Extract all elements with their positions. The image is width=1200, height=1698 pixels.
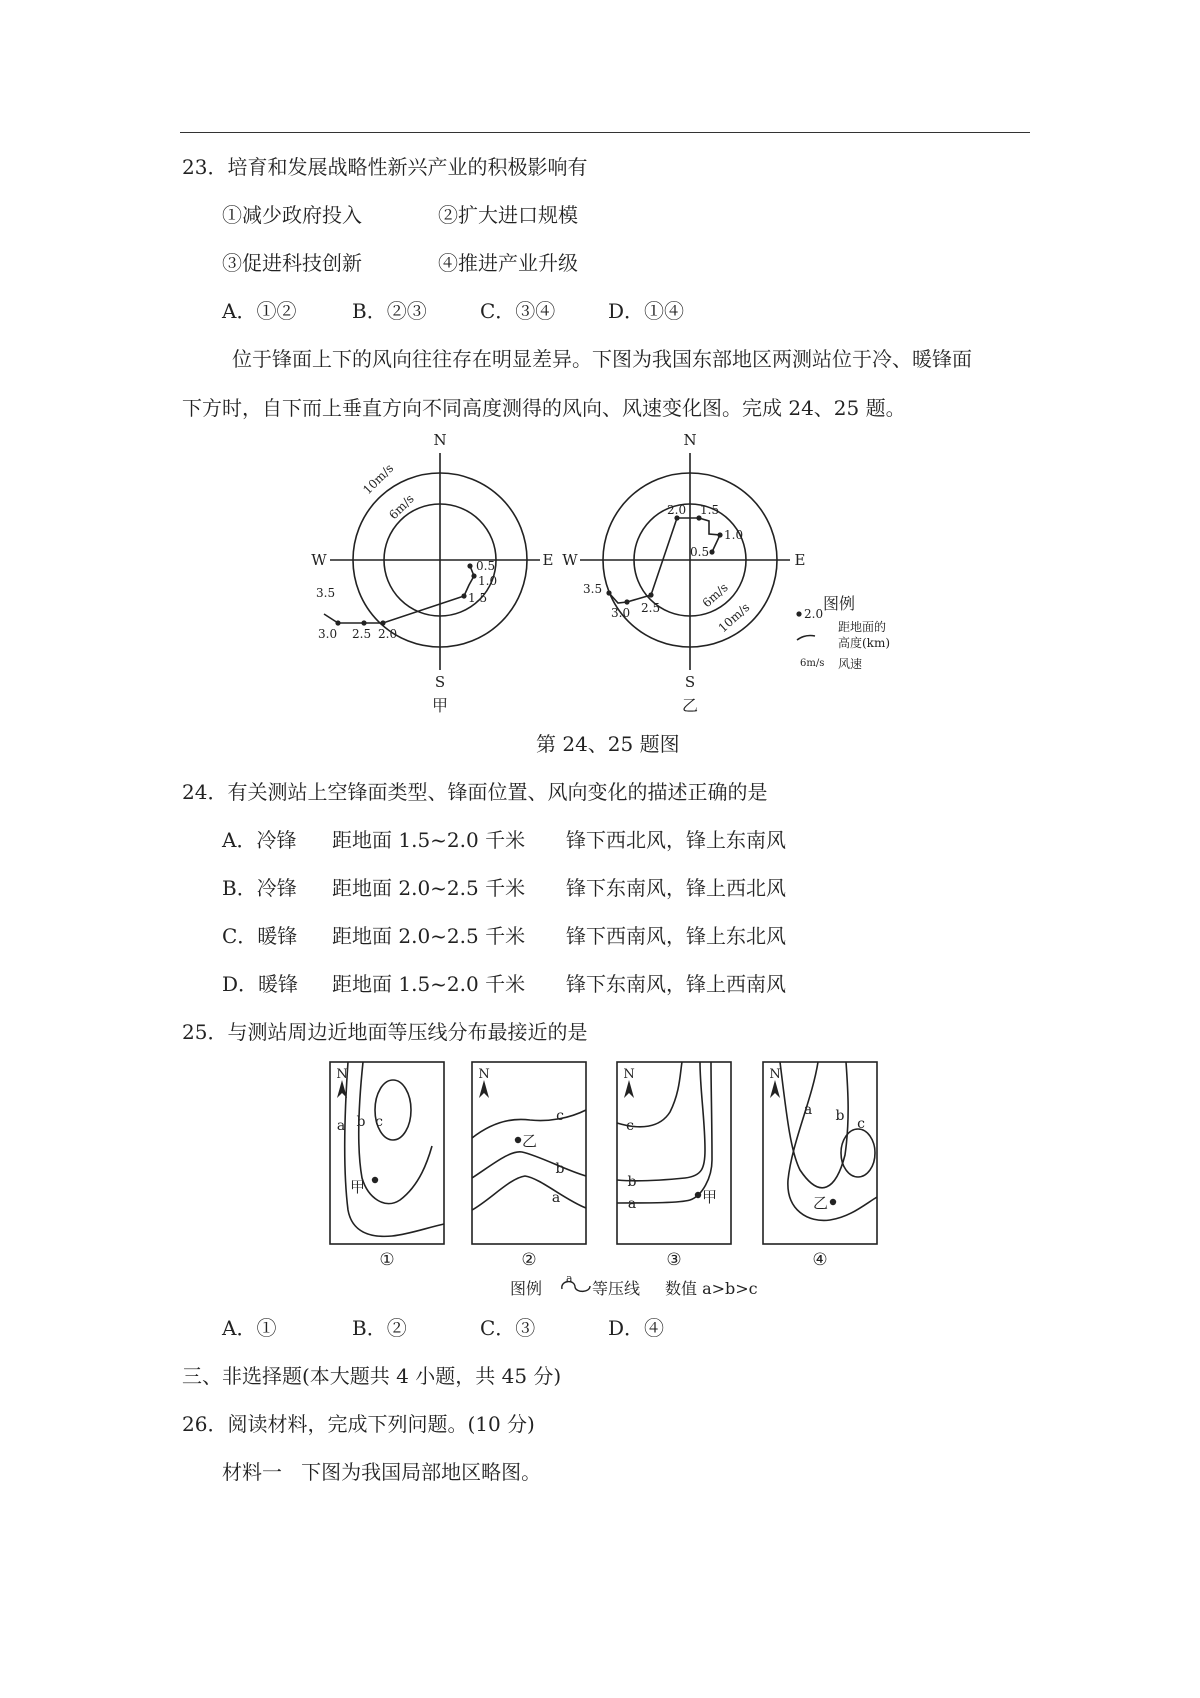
q25-option-b: B．② [352, 1316, 407, 1340]
q23-item-1: ①减少政府投入 [222, 203, 362, 227]
jia-h-3.0: 3.0 [318, 627, 338, 641]
jia-n: N [433, 431, 447, 449]
station-jia-label: 甲 [431, 696, 449, 715]
q23-item-3: ③促进科技创新 [222, 251, 362, 275]
q24-b-letter: B．冷锋 [222, 876, 297, 900]
map1-station: 甲 [350, 1178, 366, 1196]
yi-h-1.5: 1.5 [700, 503, 720, 517]
map4-iso-b: b [835, 1108, 845, 1124]
yi-h-2.5: 2.5 [641, 601, 661, 615]
fig1-legend-ring-value: 6m/s [800, 658, 825, 669]
map3-station: 甲 [702, 1188, 718, 1206]
map2-iso-b: b [555, 1161, 565, 1177]
jia-h-2.5: 2.5 [352, 627, 372, 641]
map1-iso-c: c [375, 1114, 383, 1130]
q24-c-wind: 锋下西南风，锋上东北风 [566, 924, 786, 948]
fig1-legend-dot-label: 距地面的 [838, 620, 887, 634]
fig1-legend-dot-label2: 高度(km) [838, 636, 891, 650]
q24-c-pos: 距地面 2.0~2.5 千米 [332, 924, 526, 948]
jia-ring-10: 10m/s [360, 461, 397, 498]
map2-iso-a: a [551, 1190, 561, 1206]
intro-line-1: 位于锋面上下的风向往往存在明显差异。下图为我国东部地区两测站位于冷、暖锋面 [232, 347, 972, 371]
yi-e: E [794, 551, 806, 569]
q24-b-wind: 锋下东南风，锋上西北风 [566, 876, 786, 900]
q25-legend-iso-sym: a [566, 1272, 573, 1285]
jia-e: E [542, 551, 554, 569]
fig1-legend-ring-label: 风速 [838, 657, 863, 671]
q23-stem: 23．培育和发展战略性新兴产业的积极影响有 [182, 155, 588, 179]
map3-number: ③ [666, 1250, 682, 1270]
q25-option-c: C．③ [480, 1316, 536, 1340]
q23-option-c: C．③④ [480, 299, 556, 323]
q24-b-pos: 距地面 2.0~2.5 千米 [332, 876, 526, 900]
yi-w: W [562, 551, 578, 569]
wind-figure [0, 425, 1200, 725]
map3-north: N [623, 1067, 635, 1082]
jia-h-0.5: 0.5 [476, 559, 496, 573]
jia-s: S [434, 673, 446, 691]
q26-material-1: 材料一 下图为我国局部地区略图。 [222, 1460, 542, 1484]
map4-station: 乙 [813, 1194, 829, 1212]
map1-north: N [336, 1067, 348, 1082]
yi-ring-6: 6m/s [699, 580, 731, 611]
q25-option-a: A．① [222, 1316, 277, 1340]
q23-option-b: B．②③ [352, 299, 427, 323]
jia-h-3.5: 3.5 [316, 586, 336, 600]
jia-h-1.0: 1.0 [478, 574, 498, 588]
q24-c-letter: C．暖锋 [222, 924, 298, 948]
jia-ring-6: 6m/s [386, 491, 417, 523]
q25-option-d: D．④ [608, 1316, 665, 1340]
jia-w: W [311, 551, 327, 569]
fig1-legend-dot-value: 2.0 [804, 607, 824, 621]
q24-d-wind: 锋下东南风，锋上西南风 [566, 972, 786, 996]
q24-a-wind: 锋下西北风，锋上东南风 [566, 828, 786, 852]
map2-iso-c: c [556, 1108, 564, 1124]
fig1-caption: 第 24、25 题图 [536, 732, 680, 756]
map3-iso-c: c [626, 1118, 634, 1134]
yi-s: S [684, 673, 696, 691]
map1-iso-a: a [336, 1118, 346, 1134]
yi-h-1.0: 1.0 [724, 528, 744, 542]
intro-line-2: 下方时，自下而上垂直方向不同高度测得的风向、风速变化图。完成 24、25 题。 [182, 396, 906, 420]
q23-option-a: A．①② [222, 299, 297, 323]
map2-station: 乙 [522, 1132, 538, 1150]
q25-stem: 25．与测站周边近地面等压线分布最接近的是 [182, 1020, 588, 1044]
map2-number: ② [521, 1250, 537, 1270]
fig1-legend-title: 图例 [823, 594, 856, 613]
q24-d-letter: D．暖锋 [222, 972, 299, 996]
jia-h-1.5: 1.5 [468, 591, 488, 605]
q25-legend-iso-label: 等压线 [592, 1279, 641, 1298]
q26-stem: 26．阅读材料，完成下列问题。(10 分) [182, 1412, 535, 1436]
q24-a-pos: 距地面 1.5~2.0 千米 [332, 828, 526, 852]
jia-h-2.0: 2.0 [378, 627, 398, 641]
yi-h-3.5: 3.5 [583, 582, 603, 596]
header-rule [180, 132, 1030, 133]
map3-iso-a: a [627, 1196, 637, 1212]
q24-stem: 24．有关测站上空锋面类型、锋面位置、风向变化的描述正确的是 [182, 780, 768, 804]
map4-north: N [769, 1067, 781, 1082]
isobar-figure [0, 1060, 1200, 1310]
yi-h-0.5: 0.5 [690, 545, 710, 559]
q25-legend-title: 图例 [510, 1279, 543, 1298]
section-3-heading: 三、非选择题(本大题共 4 小题，共 45 分) [182, 1364, 562, 1388]
q23-item-4: ④推进产业升级 [438, 251, 578, 275]
q25-legend-value-label: 数值 a>b>c [665, 1279, 758, 1298]
map3-iso-b: b [627, 1174, 637, 1190]
yi-n: N [683, 431, 697, 449]
q24-d-pos: 距地面 1.5~2.0 千米 [332, 972, 526, 996]
map1-iso-b: b [356, 1114, 366, 1130]
map2-north: N [478, 1067, 490, 1082]
map4-iso-c: c [857, 1116, 865, 1132]
map1-number: ① [379, 1250, 395, 1270]
yi-h-2.0: 2.0 [667, 503, 687, 517]
yi-h-3.0: 3.0 [611, 606, 631, 620]
map4-iso-a: a [803, 1102, 813, 1118]
q23-item-2: ②扩大进口规模 [438, 203, 578, 227]
station-yi-label: 乙 [681, 696, 699, 715]
yi-ring-10: 10m/s [715, 600, 753, 636]
q24-a-letter: A．冷锋 [222, 828, 297, 852]
map4-number: ④ [812, 1250, 828, 1270]
q23-option-d: D．①④ [608, 299, 685, 323]
